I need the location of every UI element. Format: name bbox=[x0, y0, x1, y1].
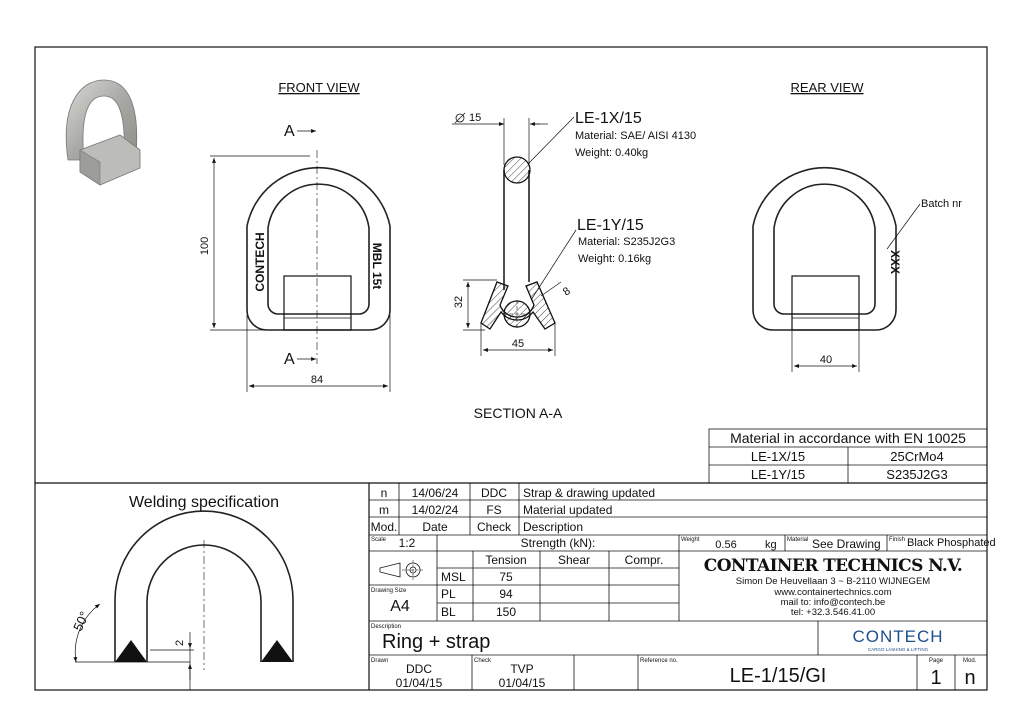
projection-symbol-icon bbox=[380, 560, 424, 580]
weight-value: 0.56 bbox=[715, 539, 737, 551]
mod-label: Mod. bbox=[963, 658, 977, 664]
rev-description: Strap & drawing updated bbox=[523, 486, 656, 500]
dim-strap-thickness bbox=[541, 282, 561, 296]
rev-date: 14/06/24 bbox=[411, 486, 459, 500]
strength-header-compr: Compr. bbox=[624, 553, 664, 567]
weight-unit: kg bbox=[765, 539, 777, 551]
welding-drawing bbox=[75, 511, 293, 690]
mod-value: n bbox=[964, 667, 976, 689]
scale-label: Scale bbox=[371, 537, 387, 543]
company-mail: mail to: info@contech.be bbox=[780, 597, 886, 608]
material-row-part: LE-1Y/15 bbox=[750, 467, 806, 482]
section-mark-top: A bbox=[284, 123, 295, 140]
iso-render-icon bbox=[66, 80, 140, 185]
drawing-size-label: Drawing Size bbox=[371, 588, 407, 594]
rev-header-check: Check bbox=[476, 520, 512, 534]
dim-height-label: 100 bbox=[199, 236, 211, 256]
strap-leader bbox=[531, 230, 576, 300]
weld-gap-label: 2 bbox=[174, 639, 186, 646]
dim-diameter-label: 15 bbox=[469, 112, 482, 124]
strength-row-tension: 150 bbox=[495, 605, 517, 619]
ring-mark-contech: CONTECH bbox=[253, 232, 267, 292]
dim-width-label: 84 bbox=[310, 374, 324, 386]
company-address: Simon De Heuvellaan 3 ~ B-2110 WIJNEGEM bbox=[735, 576, 931, 587]
welding-title: Welding specification bbox=[128, 494, 280, 511]
dim-strap-thickness-label: 8 bbox=[560, 285, 573, 299]
front-view-drawing bbox=[247, 150, 390, 364]
revision-table bbox=[369, 483, 987, 535]
company-tel: tel: +32.3.546.41.00 bbox=[790, 607, 876, 618]
material-value: See Drawing bbox=[812, 537, 881, 551]
rev-date: 14/02/24 bbox=[411, 503, 459, 517]
rear-view-drawing bbox=[753, 168, 896, 330]
ring-part-material: Material: SAE/ AISI 4130 bbox=[575, 130, 697, 142]
strap-part-weight: Weight: 0.16kg bbox=[578, 253, 652, 265]
strength-row-tension: 75 bbox=[499, 570, 513, 584]
rev-mod: m bbox=[379, 503, 389, 517]
weight-label: Weight bbox=[681, 537, 700, 543]
drawn-date: 01/04/15 bbox=[395, 676, 443, 690]
material-row-part: LE-1X/15 bbox=[750, 449, 806, 464]
strength-row-tension: 94 bbox=[499, 587, 513, 601]
rev-check: DDC bbox=[481, 486, 507, 500]
scale-value: 1:2 bbox=[398, 536, 416, 550]
dim-strap-height-label: 32 bbox=[453, 295, 465, 309]
strength-label: Strength (kN): bbox=[520, 536, 596, 550]
rear-view-title: REAR VIEW bbox=[790, 80, 864, 95]
contech-logo-icon bbox=[852, 627, 943, 652]
rev-header-description: Description bbox=[523, 520, 584, 534]
front-view-title: FRONT VIEW bbox=[278, 80, 360, 95]
page-value: 1 bbox=[930, 667, 942, 689]
rev-header-mod: Mod. bbox=[370, 520, 398, 534]
finish-label: Finish bbox=[889, 537, 906, 543]
strap-part-name: LE-1Y/15 bbox=[577, 217, 644, 234]
rev-header-date: Date bbox=[422, 520, 448, 534]
ring-mark-mbl: MBL 15t bbox=[370, 242, 384, 290]
weld-angle-label: 50° bbox=[70, 609, 93, 634]
checked-date: 01/04/15 bbox=[498, 676, 546, 690]
ring-part-weight: Weight: 0.40kg bbox=[575, 147, 649, 159]
dim-strap-width-label: 45 bbox=[511, 338, 525, 350]
description-label: Description bbox=[371, 624, 402, 630]
batch-label: Batch nr bbox=[921, 198, 962, 210]
company-web: www.containertechnics.com bbox=[774, 587, 892, 598]
check-label: Check bbox=[474, 658, 492, 664]
svg-text:CONTECH: CONTECH bbox=[852, 627, 944, 646]
svg-text:CARGO LASHING & LIFTING: CARGO LASHING & LIFTING bbox=[867, 647, 929, 652]
finish-value: Black Phosphated bbox=[907, 537, 996, 549]
section-title: SECTION A-A bbox=[473, 405, 563, 421]
strength-header-shear: Shear bbox=[557, 553, 591, 567]
rev-check: FS bbox=[486, 503, 502, 517]
strength-row-label: PL bbox=[441, 587, 456, 601]
section-mark-bottom: A bbox=[284, 351, 295, 368]
dim-rear-width-label: 40 bbox=[819, 354, 833, 366]
material-table-header: Material in accordance with EN 10025 bbox=[730, 430, 966, 446]
strength-header-tension: Tension bbox=[485, 553, 527, 567]
section-drawing bbox=[481, 157, 555, 329]
checked-by: TVP bbox=[510, 662, 534, 676]
reference-value: LE-1/15/GI bbox=[729, 665, 827, 687]
company-name: CONTAINER TECHNICS N.V. bbox=[703, 556, 963, 576]
rev-mod: n bbox=[380, 486, 388, 500]
material-row-grade: 25CrMo4 bbox=[890, 449, 944, 464]
rear-batch-mark: XXX bbox=[888, 249, 902, 275]
strap-part-material: Material: S235J2G3 bbox=[578, 236, 676, 248]
page-label: Page bbox=[929, 658, 944, 664]
rev-description: Material updated bbox=[523, 503, 613, 517]
material-row-grade: S235J2G3 bbox=[886, 467, 948, 482]
strength-row-label: MSL bbox=[441, 570, 466, 584]
material-label: Material bbox=[787, 537, 809, 543]
ring-part-name: LE-1X/15 bbox=[575, 110, 642, 127]
drawing-size-value: A4 bbox=[390, 598, 410, 615]
drawn-label: Drawn bbox=[371, 658, 389, 664]
description-value: Ring + strap bbox=[382, 631, 491, 653]
drawn-by: DDC bbox=[406, 662, 432, 676]
strength-row-label: BL bbox=[441, 605, 456, 619]
reference-label: Reference no. bbox=[640, 658, 678, 664]
dim-diameter bbox=[452, 113, 548, 165]
